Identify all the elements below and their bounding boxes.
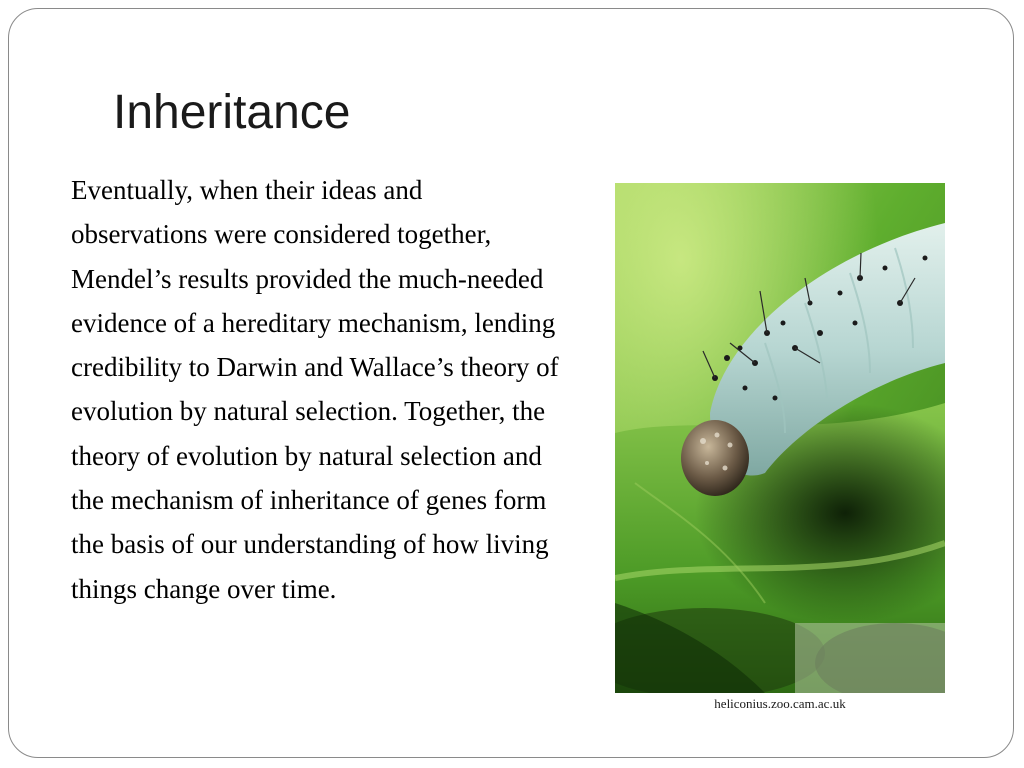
image-caption: heliconius.zoo.cam.ac.uk (714, 696, 846, 711)
slide-title: Inheritance (113, 86, 351, 139)
slide-body-text: Eventually, when their ideas and observations were considered together, Mendel’s results provided the much-needed evidence of a hereditary mechanism, lending credibility to Darwin and Wallace’s theory of evolution by natural selection. Together, the theory of evolution by natural selection and the mechanism of inheritance of genes form the basis of our understanding of how living things change over time. (71, 175, 559, 604)
caterpillar-photo (615, 183, 945, 693)
